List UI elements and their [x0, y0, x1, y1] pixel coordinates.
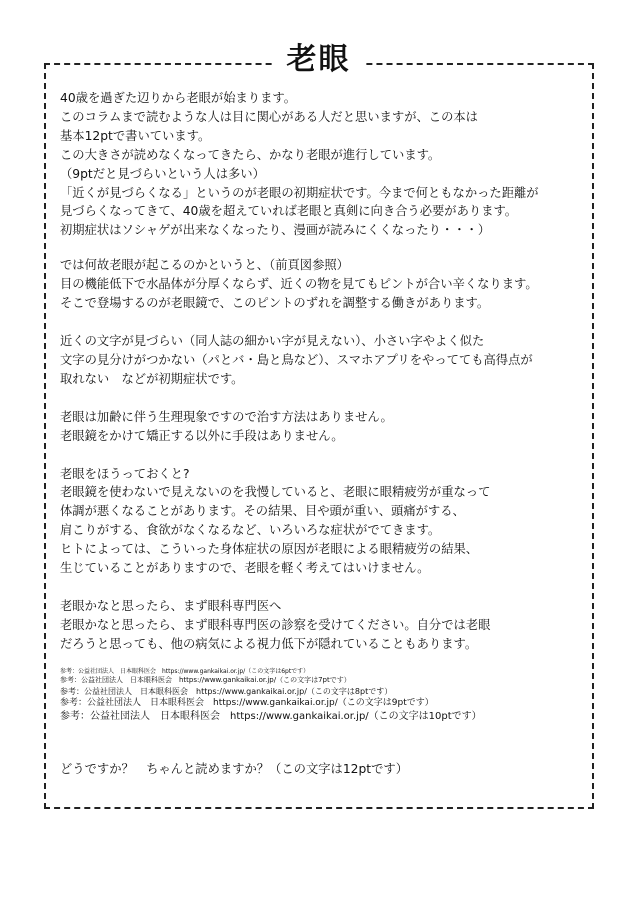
references	[60, 668, 590, 725]
text-line: 文字の見分けがつかない（パとバ・島と鳥など）、スマホアプリをやってても高得点が	[60, 352, 533, 367]
text-line: （9ptだと見づらいという人は多い）	[60, 166, 265, 181]
reference-10pt: 参考：公益社団法人 日本眼科医会 https://www.gankaikai.or.jp/（この文字は10ptです）	[60, 711, 482, 723]
text-line: 老眼をほうっておくと?	[60, 466, 190, 481]
paragraph-cause	[60, 256, 590, 313]
text-line: 老眼は加齢に伴う生理現象ですので治す方法はありません。	[60, 409, 393, 424]
reference-9pt: 参考：公益社団法人 日本眼科医会 https://www.gankaikai.or.jp/（この文字は9ptです）	[60, 698, 434, 709]
text-line: 目の機能低下で水晶体が分厚くならず、近くの物を見てもピントが合い辛くなります。	[60, 277, 538, 292]
text-line: この大きさが読めなくなってきたら、かなり老眼が進行しています。	[60, 147, 441, 162]
text-line: 取れない などが初期症状です。	[60, 371, 244, 386]
text-line: 40歳を過ぎた辺りから老眼が始まります。	[60, 91, 297, 105]
text-line: だろうと思っても、他の病気による視力低下が隠れていることもあります。	[60, 636, 478, 651]
reference-6pt: 参考：公益社団法人 日本眼科医会 https://www.gankaikai.or.jp/（この文字は6ptです）	[60, 667, 310, 675]
paragraph-gap	[60, 389, 590, 408]
text-line: 初期症状はソシャゲが出来なくなったり、漫画が読みにくくなったり・・・）	[60, 223, 491, 238]
paragraph-gap	[60, 578, 590, 597]
text-line: そこで登場するのが老眼鏡で、このピントのずれを調整する働きがあります。	[60, 296, 490, 311]
text-line: では何故老眼が起こるのかというと、（前頁図参照）	[60, 258, 349, 273]
text-line: このコラムまで読むような人は目に関心がある人だと思いますが、この本は	[60, 109, 478, 124]
text-line: ヒトによっては、こういった身体症状の原因が老眼による眼精疲労の結果、	[60, 542, 479, 557]
paragraph-symptoms	[60, 332, 590, 389]
text-line: 肩こりがする、食欲がなくなるなど、いろいろな症状がでてきます。	[60, 523, 441, 538]
paragraph-onset	[60, 89, 590, 240]
text-line: 基本12ptで書いています。	[60, 128, 211, 143]
paragraph-gap	[60, 446, 590, 465]
text-line: 老眼かなと思ったら、まず眼科専門医の診察を受けてください。自分では老眼	[60, 617, 491, 632]
reference-8pt: 参考：公益社団法人 日本眼科医会 https://www.gankaikai.or.jp/（この文字は8ptです）	[60, 687, 393, 697]
text-line: 「近くが見づらくなる」というのが老眼の初期症状です。今まで何ともなかった距離が	[60, 185, 539, 200]
title-wrap	[0, 38, 637, 82]
paragraph-gap	[60, 240, 590, 256]
paragraph-neglect	[60, 465, 590, 578]
text-line: 生じていることがありますので、老眼を軽く考えてはいけません。	[60, 561, 430, 576]
page-title: 老眼	[273, 38, 365, 82]
reference-7pt: 参考：公益社団法人 日本眼科医会 https://www.gankaikai.or.jp/（この文字は7ptです）	[60, 676, 351, 685]
text-line: 見づらくなってきて、40歳を超えていれば老眼と真剣に向き合う必要があります。	[60, 204, 518, 219]
text-line: 体調が悪くなることがあります。その結果、目や頭が重い、頭痛がする、	[60, 504, 465, 519]
text-line: 老眼鏡をかけて矯正する以外に手段はありません。	[60, 428, 344, 443]
column-body	[60, 89, 590, 779]
closing-question: どうですか？ ちゃんと読めますか？（この文字は12ptです）	[60, 762, 408, 777]
paragraph-no-cure	[60, 408, 590, 446]
text-line: 老眼鏡を使わないで見えないのを我慢していると、老眼に眼精疲労が重なって	[60, 485, 491, 500]
text-line: 老眼かなと思ったら、まず眼科専門医へ	[60, 598, 282, 613]
text-line: 近くの文字が見づらい（同人誌の細かい字が見えない）、小さい字やよく似た	[60, 333, 485, 348]
paragraph-see-doctor	[60, 597, 590, 654]
paragraph-gap	[60, 313, 590, 332]
